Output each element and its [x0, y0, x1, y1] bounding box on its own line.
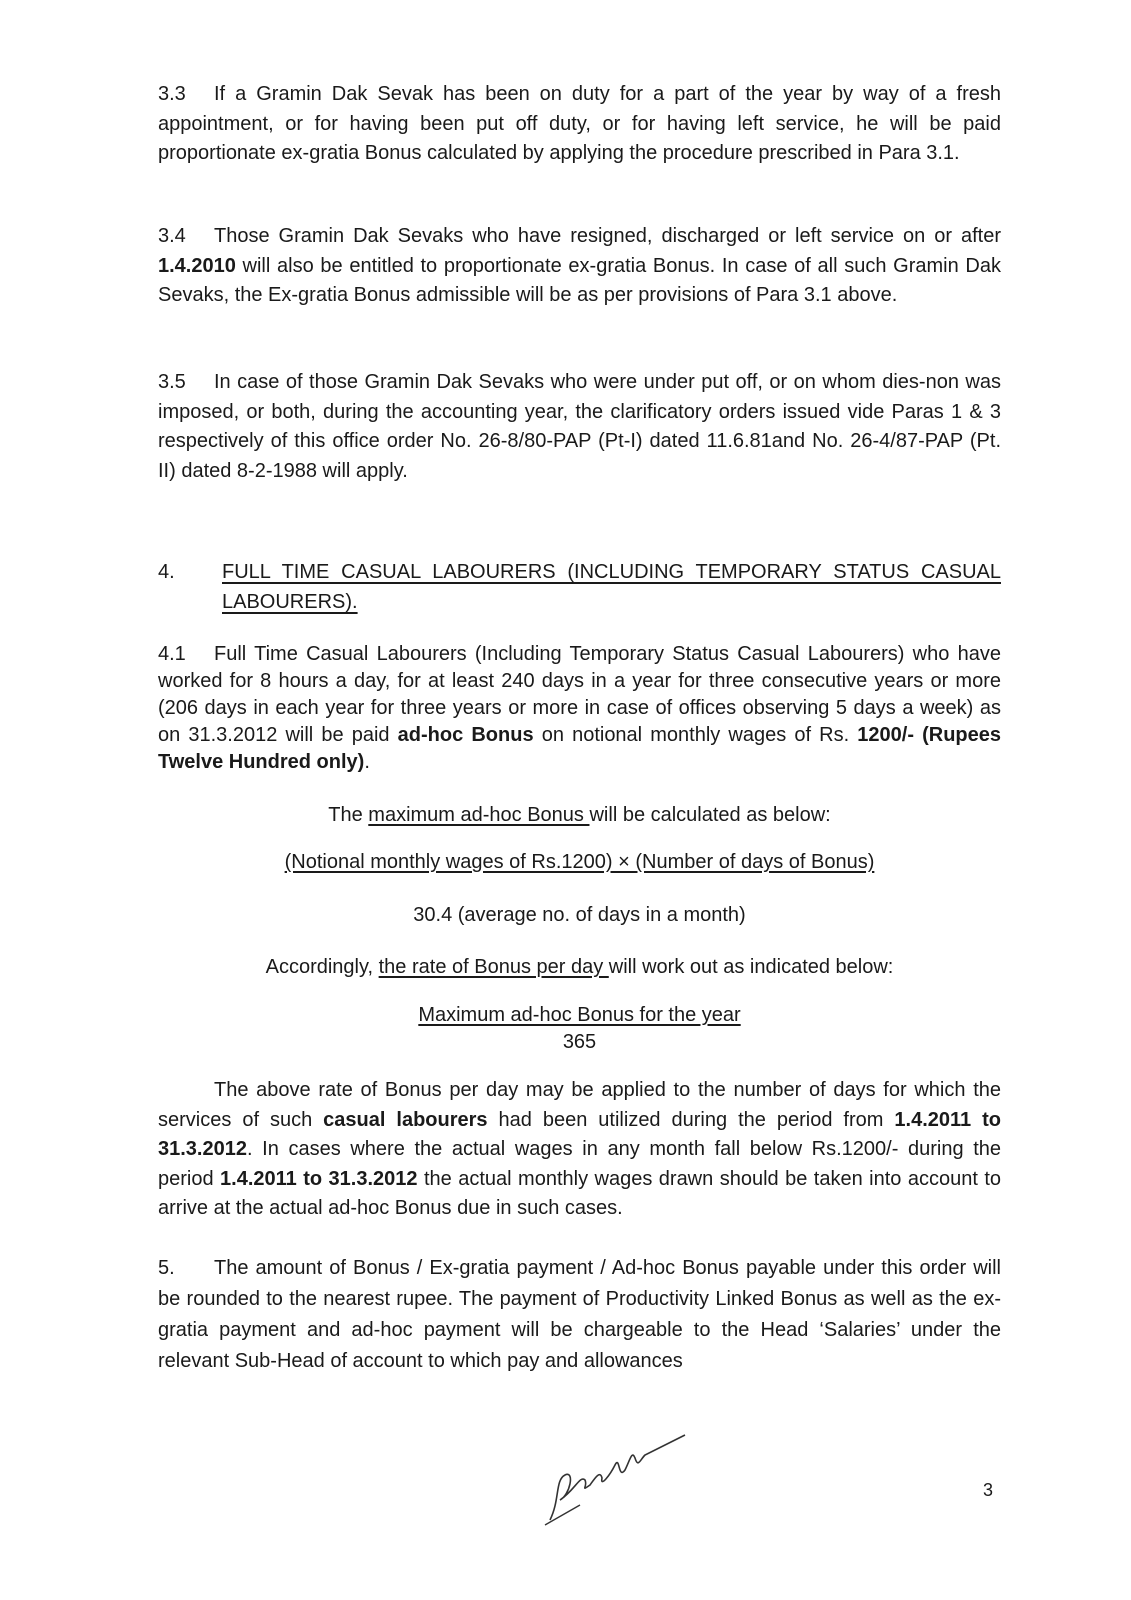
para-number: 3.3 — [158, 83, 186, 105]
para-text: had been utilized during the period from — [487, 1108, 895, 1131]
bold-text: 1.4.2011 to 31.3.2012 — [158, 1108, 1001, 1160]
text: will work out as indicated below: — [608, 956, 894, 978]
text: will be calculated as below: — [589, 804, 831, 826]
denominator-text: 30.4 (average no. of days in a month) — [413, 904, 746, 926]
formula-numerator — [158, 848, 1001, 876]
numerator-text: (Notional monthly wages of Rs.1200) × (Number of days of Bonus) — [284, 851, 875, 873]
date-bold: 1.4.2010 — [158, 254, 236, 277]
rate-formula-denominator — [158, 1028, 1001, 1056]
bold-text: 1.4.2011 to 31.3.2012 — [220, 1167, 418, 1190]
para-text: on notional monthly wages of Rs. — [533, 724, 858, 746]
section-number: 4. — [158, 561, 175, 583]
para-text: The amount of Bonus / Ex-gratia payment / Ad-hoc Bonus payable under this order will be rounded to the nearest rupee. The payment of Productivity Linked Bonus as well as the ex-gratia payment and ad-hoc payment will be chargeable to the Head ‘Salaries’ under the relevant Sub-Head of account to which pay and allowances — [158, 1257, 1001, 1372]
bold-text: 1200/- (Rupees Twelve Hundred only) — [158, 724, 1002, 773]
formula-denominator — [158, 901, 1001, 929]
para-number: 5. — [158, 1257, 175, 1279]
para-text: . — [364, 751, 370, 773]
text: Accordingly, — [265, 956, 379, 978]
signature — [540, 1420, 690, 1536]
rate-intro — [158, 953, 1001, 981]
paragraph-4-1 — [158, 641, 1001, 776]
denominator-text: 365 — [562, 1031, 597, 1053]
underlined-text: maximum ad-hoc Bonus — [368, 804, 590, 826]
calc-intro — [158, 801, 1001, 829]
bold-text: casual labourers — [323, 1108, 488, 1131]
para-text: the actual monthly wages drawn should be taken into account to arrive at the actual ad-hoc Bonus due in such cases. — [158, 1167, 1001, 1219]
para-number: 4.1 — [158, 643, 186, 665]
page-number: 3 — [983, 1480, 994, 1500]
para-text: . In cases where the actual wages in any month fall below Rs.1200/- during the period — [158, 1138, 1001, 1190]
section-4-heading — [158, 557, 1001, 617]
paragraph-3-4 — [158, 222, 1001, 311]
para-number: 3.5 — [158, 371, 186, 393]
underlined-text: the rate of Bonus per day — [378, 956, 609, 978]
para-text: If a Gramin Dak Sevak has been on duty for a part of the year by way of a fresh appointment, or for having been put off duty, or for having left service, he will be paid proportionate ex-gratia Bonus calculated by applying the procedure prescribed in Para 3.1. — [158, 83, 1001, 164]
para-text: Full Time Casual Labourers (Including Temporary Status Casual Labourers) who have worked for 8 hours a day, for at least 240 days in a year for three consecutive years or more (206 days in each year for three years or more in case of offices observing 5 days a week) as on 31.3.2012 will be paid — [158, 643, 1001, 746]
bold-text: ad-hoc Bonus — [397, 724, 534, 746]
paragraph-apply — [158, 1076, 1001, 1224]
numerator-text: Maximum ad-hoc Bonus for the year — [418, 1004, 741, 1026]
para-text: Those Gramin Dak Sevaks who have resigned, discharged or left service on or after — [214, 225, 1001, 247]
paragraph-5 — [158, 1253, 1001, 1377]
text: The — [328, 804, 369, 826]
para-text: The above rate of Bonus per day may be applied to the number of days for which the services of such — [158, 1079, 1001, 1131]
paragraph-3-3 — [158, 80, 1001, 169]
section-title: FULL TIME CASUAL LABOURERS (INCLUDING TEMPORARY STATUS CASUAL LABOURERS). — [222, 561, 1001, 613]
para-text: In case of those Gramin Dak Sevaks who were under put off, or on whom dies-non was imposed, or both, during the accounting year, the clarificatory orders issued vide Paras 1 & 3 respectively of this office order No. 26-8/80-PAP (Pt-I) dated 11.6.81and No. 26-4/87-PAP (Pt. II) dated 8-2-1988 will apply. — [158, 371, 1001, 482]
para-number: 3.4 — [158, 225, 186, 247]
para-text: will also be entitled to proportionate ex-gratia Bonus. In case of all such Gramin Dak Sevaks, the Ex-gratia Bonus admissible will be as per provisions of Para 3.1 above. — [158, 254, 1001, 306]
paragraph-3-5 — [158, 368, 1001, 486]
rate-formula-numerator — [158, 1001, 1001, 1029]
